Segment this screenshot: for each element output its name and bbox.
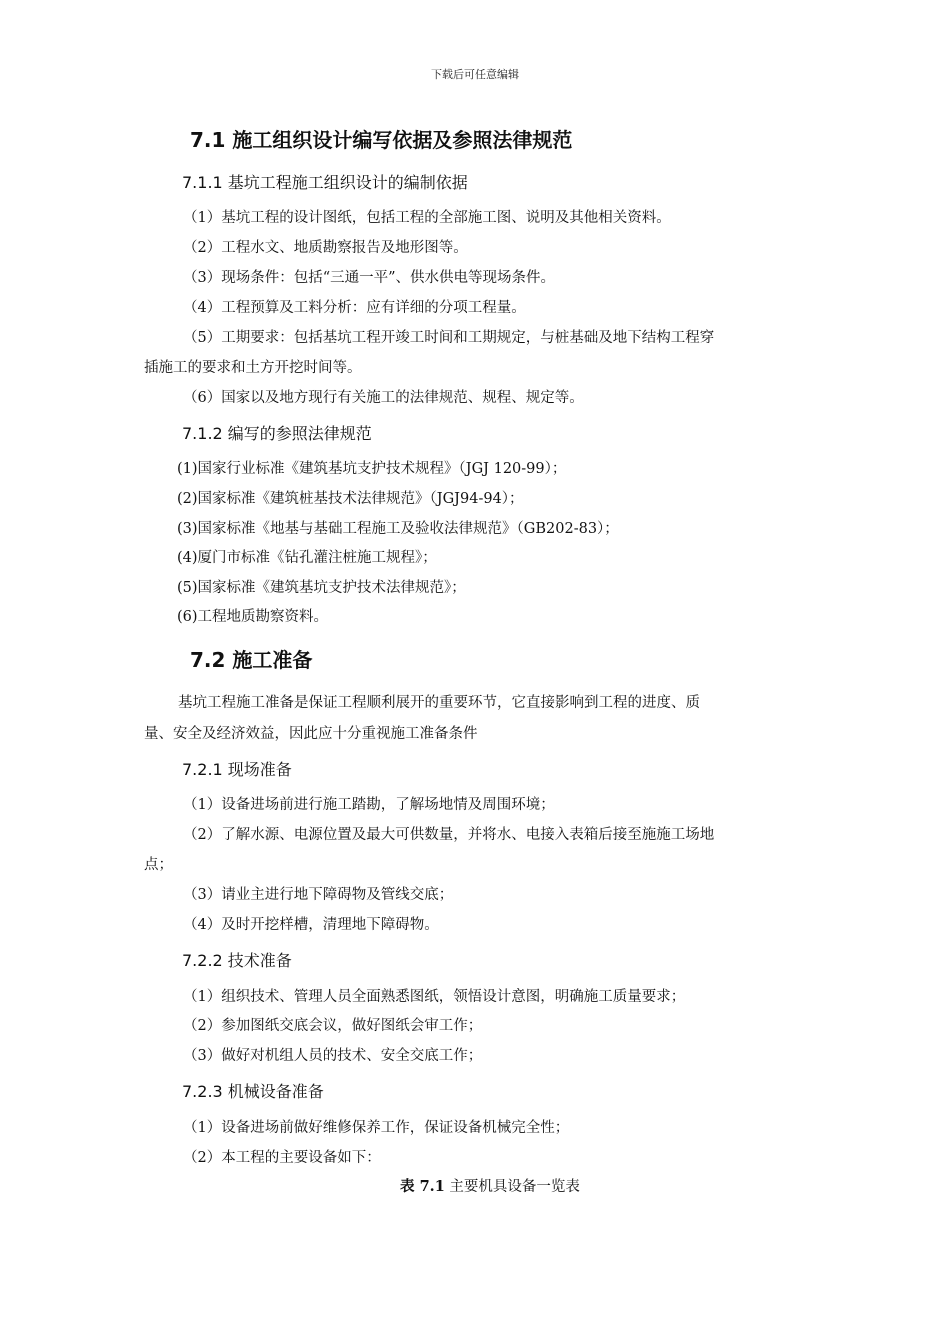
- paragraph-item: （2）了解水源、电源位置及最大可供数量，并将水、电接入表箱后接至施施工场地: [183, 827, 715, 843]
- paragraph-item: （5）工期要求：包括基坑工程开竣工时间和工期规定，与桩基础及地下结构工程穿: [183, 330, 715, 346]
- paragraph-item: （1）设备进场前做好维修保养工作，保证设备机械完全性；: [183, 1120, 570, 1136]
- paragraph-item-continuation: 点；: [144, 857, 173, 873]
- paragraph-item: （3）请业主进行地下障碍物及管线交底；: [183, 887, 454, 903]
- paragraph-item: （3）现场条件：包括“三通一平”、供水供电等现场条件。: [183, 270, 556, 286]
- paragraph-item: （2）工程水文、地质勘察报告及地形图等。: [183, 240, 468, 256]
- reference-item: (2)国家标准《建筑桩基技术法律规范》（JGJ94-94）；: [177, 491, 524, 507]
- subsection-heading-7-1-1: 7.1.1 基坑工程施工组织设计的编制依据: [182, 173, 468, 192]
- reference-item: (1)国家行业标准《建筑基坑支护技术规程》（JGJ 120-99）；: [177, 461, 567, 477]
- table-caption-label: 表 7.1: [400, 1178, 445, 1195]
- header-note: 下载后可任意编辑: [431, 68, 519, 81]
- paragraph-item: （1）组织技术、管理人员全面熟悉图纸，领悟设计意图，明确施工质量要求；: [183, 989, 686, 1005]
- paragraph-item: （6）国家以及地方现行有关施工的法律规范、规程、规定等。: [183, 390, 584, 406]
- paragraph-item: （1）设备进场前进行施工踏勘，了解场地情及周围环境；: [183, 797, 555, 813]
- table-caption-text: 主要机具设备一览表: [444, 1179, 580, 1195]
- paragraph-item-continuation: 插施工的要求和土方开挖时间等。: [144, 360, 362, 376]
- subsection-heading-7-2-1: 7.2.1 现场准备: [182, 760, 292, 779]
- paragraph-item: （4）工程预算及工料分析：应有详细的分项工程量。: [183, 300, 526, 316]
- subsection-heading-7-1-2: 7.1.2 编写的参照法律规范: [182, 424, 372, 443]
- reference-item: (5)国家标准《建筑基坑支护技术法律规范》；: [177, 580, 466, 596]
- paragraph-item: （3）做好对机组人员的技术、安全交底工作；: [183, 1048, 483, 1064]
- reference-item: (4)厦门市标准《钻孔灌注桩施工规程》；: [177, 550, 437, 566]
- reference-item: (3)国家标准《地基与基础工程施工及验收法律规范》（GB202-83）；: [177, 521, 619, 537]
- reference-item: (6)工程地质勘察资料。: [177, 609, 329, 625]
- section-heading-7-2: 7.2 施工准备: [190, 648, 313, 672]
- subsection-heading-7-2-2: 7.2.2 技术准备: [182, 951, 292, 970]
- paragraph-item: （2）本工程的主要设备如下：: [183, 1150, 381, 1166]
- table-caption: [0, 1175, 950, 1196]
- paragraph-item: （2）参加图纸交底会议，做好图纸会审工作；: [183, 1018, 483, 1034]
- paragraph-item: （1）基坑工程的设计图纸，包括工程的全部施工图、说明及其他相关资料。: [183, 210, 671, 226]
- paragraph-item: （4）及时开挖样槽，清理地下障碍物。: [183, 917, 439, 933]
- intro-paragraph-line: 基坑工程施工准备是保证工程顺利展开的重要环节，它直接影响到工程的进度、质: [178, 695, 700, 711]
- section-heading-7-1: 7.1 施工组织设计编写依据及参照法律规范: [190, 128, 573, 152]
- intro-paragraph-line: 量、安全及经济效益，因此应十分重视施工准备条件: [144, 726, 478, 742]
- subsection-heading-7-2-3: 7.2.3 机械设备准备: [182, 1082, 324, 1101]
